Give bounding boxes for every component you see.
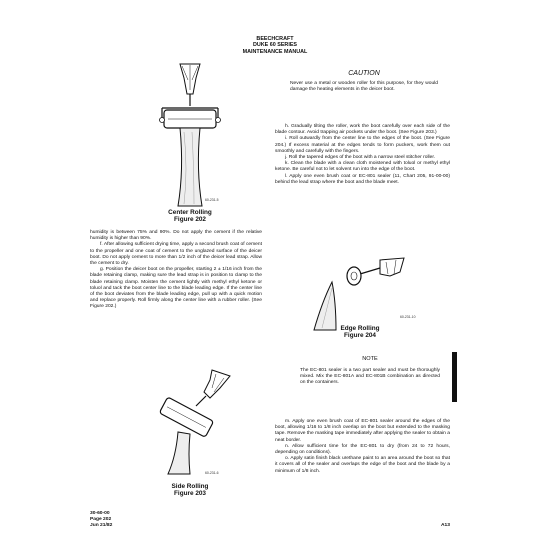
- figure-204-code: 60-231-10: [400, 315, 416, 319]
- footer-chapter: 30-60-00: [90, 511, 110, 516]
- paragraph-g: g. Position the deicer boot on the propeller, starting 2 ± 1/16 inch from the blade retaining clamp, making sure the lead strap is in position to clamp to the blade retaining clamp. Moisten the cement lightly with methyl ethyl ketone or toluol and tack the boot center line to the blade leading edge. If the center line of the boot deviates from the blade leading edge, pull up with a quick motion and replace properly. Roll firmly along the center line with a rubber roller. (See Figure 202.): [90, 267, 262, 310]
- figure-203-code: 60-231-6: [205, 471, 219, 475]
- page-footer: [90, 511, 112, 529]
- figure-204-title: Edge Rolling: [340, 325, 380, 332]
- footer-revision: A13: [441, 523, 450, 528]
- right-column-bottom: [275, 419, 450, 475]
- paragraph-humidity: humidity is between 75% and 90%. Do not apply the cement if the relative humidity is higher than 90%.: [90, 230, 262, 242]
- figure-203-number: Figure 203: [174, 490, 206, 498]
- caution-text: Never use a metal or wooden roller for this purpose, for they would damage the heating elements in the deicer boot.: [290, 81, 438, 93]
- caution-title: CAUTION: [348, 70, 380, 77]
- paragraph-o: o. Apply satin finish black urethane paint to an area around the boot so that it covers all of the sealer and overlaps the edge of the boot and the blade by a minimum of 1/8 inch.: [275, 456, 450, 474]
- side-rolling-illustration: [140, 366, 240, 476]
- paragraph-n: n. Allow sufficient time for the EC-801 to dry (from 24 to 72 hours, depending on conditions).: [275, 443, 450, 456]
- header-manual: MAINTENANCE MANUAL: [242, 48, 308, 55]
- header-company: BEECHCRAFT: [256, 36, 294, 42]
- figure-202-code: 60-231-5: [205, 198, 219, 202]
- paragraph-k: k. Clean the blade with a clean cloth moistened with toluol or methyl ethyl ketone. Be careful not to let solvent run into the edge of the boot.: [275, 161, 450, 173]
- figure-204-caption: [300, 325, 420, 340]
- caution-block: [280, 70, 448, 93]
- right-column-top: [275, 124, 450, 186]
- figure-203-caption: [130, 483, 250, 498]
- figure-204-number: Figure 204: [344, 332, 376, 340]
- center-rolling-illustration: [140, 60, 240, 210]
- paragraph-l: l. Apply one even brush coat or EC-801 sealer (11, Chart 205, 91-00-00) behind the lead strap where the boot and the blade meet.: [275, 173, 450, 185]
- left-column: [90, 230, 262, 311]
- figure-202-title: Center Rolling: [168, 209, 212, 216]
- footer-page: Page 202: [90, 517, 112, 522]
- figure-202-caption: [130, 209, 250, 224]
- paragraph-j: j. Roll the tapered edges of the boot with a narrow steel stitcher roller.: [285, 155, 436, 161]
- change-bar: [452, 352, 457, 402]
- edge-rolling-illustration: [300, 252, 420, 332]
- figure-203-title: Side Rolling: [171, 483, 209, 490]
- page-header: [0, 36, 550, 55]
- note-title: NOTE: [362, 356, 378, 362]
- note-block: [300, 356, 440, 387]
- footer-date: Jun 21/82: [90, 523, 113, 528]
- note-text: The EC-801 sealer is a two part sealer and must be thoroughly mixed. Mix the EC-801A and EC-801B combination as directed on the containers.: [300, 368, 440, 386]
- paragraph-m: m. Apply one even brush coat of EC-801 sealer around the edges of the boot, allowing 1/16 to 1/8 inch overlap on the boot but extended to the masking tape. Remove the masking tape immediately after applying the sealer to obtain a neat border.: [275, 419, 450, 443]
- paragraph-f: f. After allowing sufficient drying time, apply a second brush coat of cement to the propeller and one coat of cement to the unglazed surface of the deicer boot. Do not apply cement to more than 1/2 inch of the deicer lead strap. Allow the cement to dry.: [90, 242, 262, 267]
- header-model: DUKE 60 SERIES: [252, 42, 298, 49]
- paragraph-h: h. Gradually tilting the roller, work the boot carefully over each side of the blade contour. Avoid trapping air pockets under the boot. (See Figure 203.): [275, 124, 450, 136]
- paragraph-i: i. Roll outwardly from the center line to the edges of the boot. (See Figure 204.) If excess material at the edges tends to form puckers, work them out smoothly and carefully with the fingers.: [275, 136, 450, 154]
- figure-202-number: Figure 202: [174, 216, 206, 224]
